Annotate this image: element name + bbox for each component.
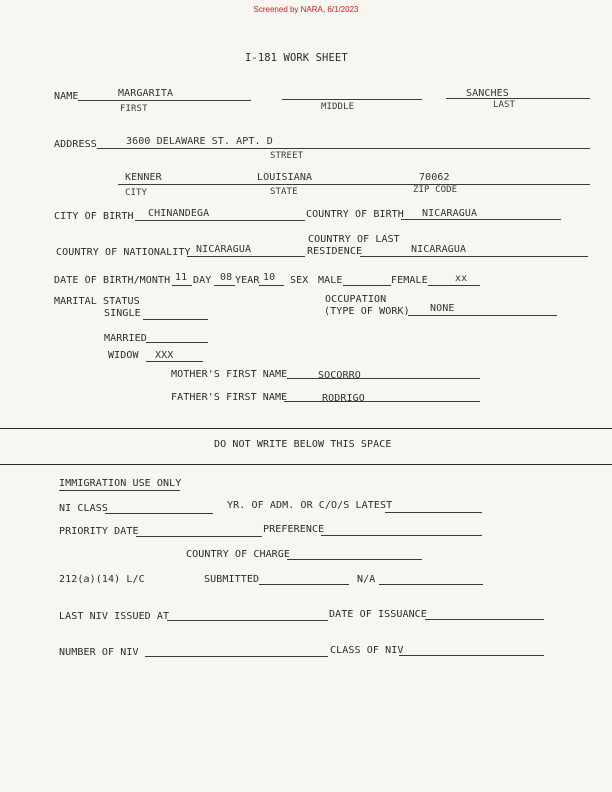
single-label: SINGLE [104, 308, 141, 319]
father-label: FATHER'S FIRST NAME [171, 392, 288, 403]
city-caption: CITY [125, 188, 148, 198]
city-value: KENNER [125, 172, 162, 183]
dob-day-line [214, 285, 235, 286]
country-of-charge-label: COUNTRY OF CHARGE [186, 549, 291, 560]
state-caption: STATE [270, 187, 298, 197]
first-caption: FIRST [120, 104, 148, 114]
country-of-birth-value: NICARAGUA [422, 208, 478, 219]
city-of-birth-value: CHINANDEGA [148, 208, 210, 219]
priority-date-label: PRIORITY DATE [59, 526, 139, 537]
dob-month-value: 11 [175, 272, 188, 283]
marital-status-label: MARITAL STATUS [54, 296, 140, 307]
last-residence-label-1: COUNTRY OF LAST [308, 234, 400, 245]
page-title: I-181 WORK SHEET [245, 52, 348, 64]
submitted-line [259, 584, 349, 585]
yr-adm-line [385, 512, 482, 513]
female-label: FEMALE [391, 275, 428, 286]
nationality-line [187, 256, 305, 257]
preference-label: PREFERENCE [263, 524, 325, 535]
last-niv-label: LAST NIV ISSUED AT [59, 611, 170, 622]
mother-value: SOCORRO [318, 370, 361, 381]
dob-day-label: DAY [193, 275, 212, 286]
first-name-value: MARGARITA [118, 88, 174, 99]
yr-adm-label: YR. OF ADM. OR C/O/S LATEST [227, 500, 393, 511]
sex-label: SEX [290, 275, 309, 286]
street-line [97, 148, 590, 149]
occupation-sublabel: (TYPE OF WORK) [324, 306, 410, 317]
dob-day-value: 08 [220, 272, 233, 283]
occupation-value: NONE [430, 303, 455, 314]
last-residence-label-2: RESIDENCE [307, 246, 363, 257]
number-of-niv-line [145, 656, 328, 657]
number-of-niv-label: NUMBER OF NIV [59, 647, 139, 658]
class-of-niv-label: CLASS OF NIV [330, 645, 404, 656]
class-of-niv-line [399, 655, 544, 656]
immigration-heading: IMMIGRATION USE ONLY [59, 478, 182, 489]
divider-top [0, 428, 612, 429]
married-label: MARRIED [104, 333, 147, 344]
nationality-value: NICARAGUA [196, 244, 252, 255]
street-value: 3600 DELAWARE ST. APT. D [126, 136, 273, 147]
widow-value: XXX [155, 350, 174, 361]
male-label: MALE [318, 275, 343, 286]
address-label: ADDRESS [54, 139, 97, 150]
father-value: RODRIGO [322, 393, 365, 404]
widow-label: WIDOW [108, 350, 139, 361]
last-name-value: SANCHES [466, 88, 509, 99]
country-of-charge-line [287, 559, 422, 560]
dob-year-label: YEAR [235, 275, 260, 286]
ni-class-label: NI CLASS [59, 503, 108, 514]
occupation-label: OCCUPATION [325, 294, 387, 305]
ni-class-line [105, 513, 213, 514]
city-state-zip-line [118, 184, 590, 185]
last-caption: LAST [493, 100, 516, 110]
country-of-birth-line [401, 219, 561, 220]
code-label: 212(a)(14) L/C [59, 574, 145, 585]
dob-label: DATE OF BIRTH/MONTH [54, 275, 171, 286]
city-of-birth-label: CITY OF BIRTH [54, 211, 134, 222]
street-caption: STREET [270, 151, 304, 161]
preference-line [321, 535, 482, 536]
priority-date-line [136, 536, 262, 537]
widow-line [146, 361, 203, 362]
zip-value: 70062 [419, 172, 450, 183]
occupation-line [408, 315, 557, 316]
immigration-heading-underline [59, 490, 180, 491]
male-line [343, 285, 391, 286]
mother-line [287, 378, 480, 379]
divider-bottom [0, 464, 612, 465]
last-name-line [446, 98, 590, 99]
married-line [146, 342, 208, 343]
female-line [428, 285, 480, 286]
last-residence-line [360, 256, 588, 257]
na-label: N/A [357, 574, 376, 585]
dob-year-value: 10 [263, 272, 276, 283]
country-of-birth-label: COUNTRY OF BIRTH [306, 209, 404, 220]
mother-label: MOTHER'S FIRST NAME [171, 369, 288, 380]
city-of-birth-line [135, 220, 305, 221]
zip-caption: ZIP CODE [413, 185, 458, 195]
father-line [284, 401, 480, 402]
female-value: xx [455, 273, 468, 284]
first-name-line [78, 100, 251, 101]
last-niv-line [167, 620, 328, 621]
na-line [379, 584, 483, 585]
nationality-label: COUNTRY OF NATIONALITY [56, 247, 191, 258]
middle-name-line [282, 99, 422, 100]
date-of-issuance-label: DATE OF ISSUANCE [329, 609, 427, 620]
divider-text: DO NOT WRITE BELOW THIS SPACE [214, 439, 392, 450]
dob-month-line [172, 285, 192, 286]
nara-stamp: Screened by NARA, 6/1/2023 [253, 5, 359, 14]
dob-year-line [259, 285, 284, 286]
state-value: LOUISIANA [257, 172, 313, 183]
date-of-issuance-line [425, 619, 544, 620]
last-residence-value: NICARAGUA [411, 244, 467, 255]
single-line [143, 319, 208, 320]
middle-caption: MIDDLE [321, 102, 355, 112]
name-label: NAME [54, 91, 79, 102]
submitted-label: SUBMITTED [204, 574, 260, 585]
